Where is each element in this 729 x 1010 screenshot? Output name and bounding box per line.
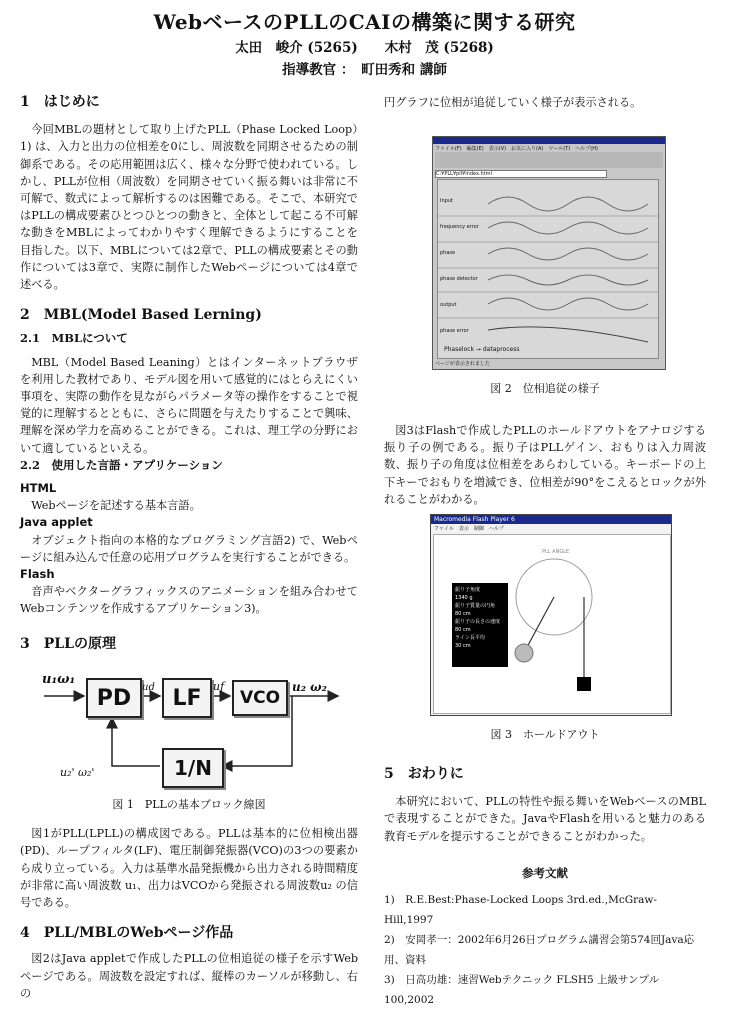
fig3-panel-line: 30 cm bbox=[455, 643, 471, 649]
feedback-label: u₂' ω₂' bbox=[60, 766, 95, 779]
pd-block: PD bbox=[86, 678, 142, 718]
left-column bbox=[20, 94, 358, 653]
fig3-parameter-panel bbox=[452, 583, 508, 667]
fig2-row-label: phase detector bbox=[440, 276, 478, 282]
right-column-lower bbox=[384, 766, 706, 1010]
fig2-row-label: phase error bbox=[440, 328, 469, 334]
section-1-heading: 1 はじめに bbox=[20, 94, 100, 110]
fig2-row-labels bbox=[440, 188, 479, 344]
fig3-top-label: PLL ANGLE bbox=[542, 549, 570, 555]
figure-1-block-diagram bbox=[42, 666, 342, 791]
left-column-lower bbox=[20, 796, 358, 1002]
authors: 太田 峻介 (5265) 木村 茂 (5268) bbox=[235, 40, 494, 56]
right-column-fig3-text bbox=[384, 422, 706, 508]
fig3-menu: ファイル 表示 制御 ヘルプ bbox=[434, 526, 504, 532]
section-4-body: 図2はJava appletで作成したPLLの位相追従の様子を示すWebページである。周波数を設定すれば、縦棒のカーソルが移動し、右の bbox=[20, 952, 358, 1000]
flash-body: 音声やベクターグラフィックスのアニメーションを組み合わせてWebコンテンツを作成するアプリケーション3)。 bbox=[20, 585, 358, 616]
fig2-toolbar bbox=[435, 152, 663, 168]
fig2-row-label: phase bbox=[440, 250, 456, 256]
fig2-address-bar: C:¥PLL¥pll¥index.html bbox=[435, 170, 607, 178]
fig3-panel-line: 80 cm bbox=[455, 627, 471, 633]
section-4-body-cont: 円グラフに位相が追従していく様子が表示される。 bbox=[384, 96, 642, 109]
html-body: Webページを記述する基本言語。 bbox=[31, 499, 201, 513]
section-2-1-heading: 2.1 MBLについて bbox=[20, 331, 128, 346]
reference-item: 1) R.E.Best:Phase-Locked Loops 3rd.ed.,McGraw-Hill,1997 bbox=[384, 894, 657, 927]
advisor: 指導教官 ： 町田秀和 講師 bbox=[282, 62, 447, 78]
java-heading: Java applet bbox=[20, 515, 93, 530]
html-heading: HTML bbox=[20, 481, 57, 496]
fig2-applet bbox=[437, 179, 659, 359]
divider-block: 1/N bbox=[162, 748, 224, 788]
fig2-titlebar bbox=[433, 137, 665, 144]
input-label: u₁ω₁ bbox=[42, 672, 76, 687]
fig2-row-label: frequency error bbox=[440, 224, 479, 230]
section-5-heading: 5 おわりに bbox=[384, 766, 464, 782]
figure-2-screenshot bbox=[432, 136, 666, 370]
figure-3-screenshot bbox=[430, 514, 672, 716]
section-5-body: 本研究において、PLLの特性や振る舞いをWebベースのMBLで表現することができた。JavaやFlashを用いると魅力のある教育モデルを提示することができることがわかった。 bbox=[384, 795, 706, 843]
flash-heading: Flash bbox=[20, 567, 55, 582]
fig3-panel-line: ライン長平均 bbox=[455, 635, 485, 641]
figure-1-caption: 図 1 PLLの基本ブロック線図 bbox=[112, 798, 266, 811]
fig2-row-label: output bbox=[440, 302, 457, 308]
reference-item: 2) 安岡孝一：2002年6月26日プログラム講習会第574回Java応用、資料 bbox=[384, 934, 695, 967]
section-3-heading: 3 PLLの原理 bbox=[20, 635, 116, 652]
figure-2-caption: 図 2 位相追従の様子 bbox=[490, 382, 600, 395]
reference-item: 3) 日高功雄：速習Webテクニック FLSH5 上級サンプル100,2002 bbox=[384, 974, 660, 1007]
right-column-top bbox=[384, 94, 706, 111]
output-label: u₂ ω₂ bbox=[292, 680, 327, 694]
figure-3-caption: 図 3 ホールドアウト bbox=[490, 728, 600, 741]
fig3-stage bbox=[433, 534, 671, 714]
fig3-panel-line: 80 cm bbox=[455, 611, 471, 617]
section-4-heading: 4 PLL/MBLのWebページ作品 bbox=[20, 925, 234, 942]
fig2-status-bar: ページが表示されました bbox=[435, 361, 490, 367]
fig3-panel-line: 振り子の長さの速度 bbox=[455, 619, 501, 625]
references-heading: 参考文献 bbox=[522, 865, 568, 880]
paper-title: WebベースのPLLのCAIの構築に関する研究 bbox=[153, 10, 576, 34]
section-3-body: 図1がPLL(LPLL)の構成図である。PLLは基本的に位相検出器(PD)、ループフィルタ(LF)、電圧制御発振器(VCO)の3つの要素から成り立っている。入力は基準水晶発振機から出力される時間精度が非常に高い周波数 u₁、出力はVCOから発振される周波数u₂ の信号である。 bbox=[20, 827, 358, 910]
fig2-footer-text: Phaselock → dataprocess bbox=[444, 346, 520, 353]
section-2-1-body: MBL（Model Based Leaning）とはインターネットブラウザを利用した教材であり、モデル図を用いて感覚的にはとらえにくい事項を、実際の動作を見ながらパラメータ等の操作をすることで視覚的に理解するとともに、さらに問題を与えたりすることで興味、理解を深め学力を高めることができる。これは、理工学の分野において適しているといえる。 bbox=[20, 355, 358, 455]
section-2-heading: 2 MBL(Model Based Lerning) bbox=[20, 307, 262, 324]
fig2-menu: ファイル(F) 編集(E) 表示(V) お気に入り(A) ツール(T) ヘルプ(H) bbox=[435, 146, 598, 152]
fig3-titlebar: Macromedia Flash Player 6 bbox=[431, 515, 671, 524]
reference-list bbox=[384, 890, 706, 1010]
java-body: オブジェクト指向の本格的なプログラミング言語2) で、Webページに組み込んで任意の応用プログラムを実行することができる。 bbox=[20, 533, 358, 564]
fig2-row-label: Input bbox=[440, 198, 453, 204]
fig3-panel-line: 1340 g bbox=[455, 595, 473, 601]
lf-block: LF bbox=[162, 678, 212, 718]
ud-label: ud bbox=[142, 682, 155, 693]
fig3-panel-line: 振り子質量の円角 bbox=[455, 603, 496, 609]
fig3-panel-line: 振り子角度 bbox=[455, 587, 481, 593]
section-1-body: 今回MBLの題材として取り上げたPLL（Phase Locked Loop）1) は、入力と出力の位相差を0にし、周波数を同期させるための制御系である。その応用範囲は広く、様々な分野で使われている。しかし、PLLが位相（周波数）を同期させていく振る舞いは非常に不可解で、数式によって解析するのは困難である。そこで、本研究ではPLLの構成要素ひとつひとつの動きと、全体として起こる不可解な動きをMBLによってわかりやすく理解できるようにすることを目指した。以下、MBLについては2章で、PLLの構成要素とその動作については3章で、実際に制作したWebページについては4章で述べる。 bbox=[20, 123, 358, 292]
section-2-2-heading: 2.2 使用した言語・アプリケーション bbox=[20, 457, 223, 472]
section-4-fig3-body: 図3はFlashで作成したPLLのホールドアウトをアナロジする振り子の例である。振り子はPLLゲイン、おもりは入力周波数、振り子の角度は位相差をあらわしている。キーボードの上下キーでおもりを増減でき、位相差が90°をこえるとロックが外れることがわかる。 bbox=[384, 424, 706, 506]
uf-label: uf bbox=[213, 680, 225, 693]
vco-block: VCO bbox=[232, 680, 288, 716]
